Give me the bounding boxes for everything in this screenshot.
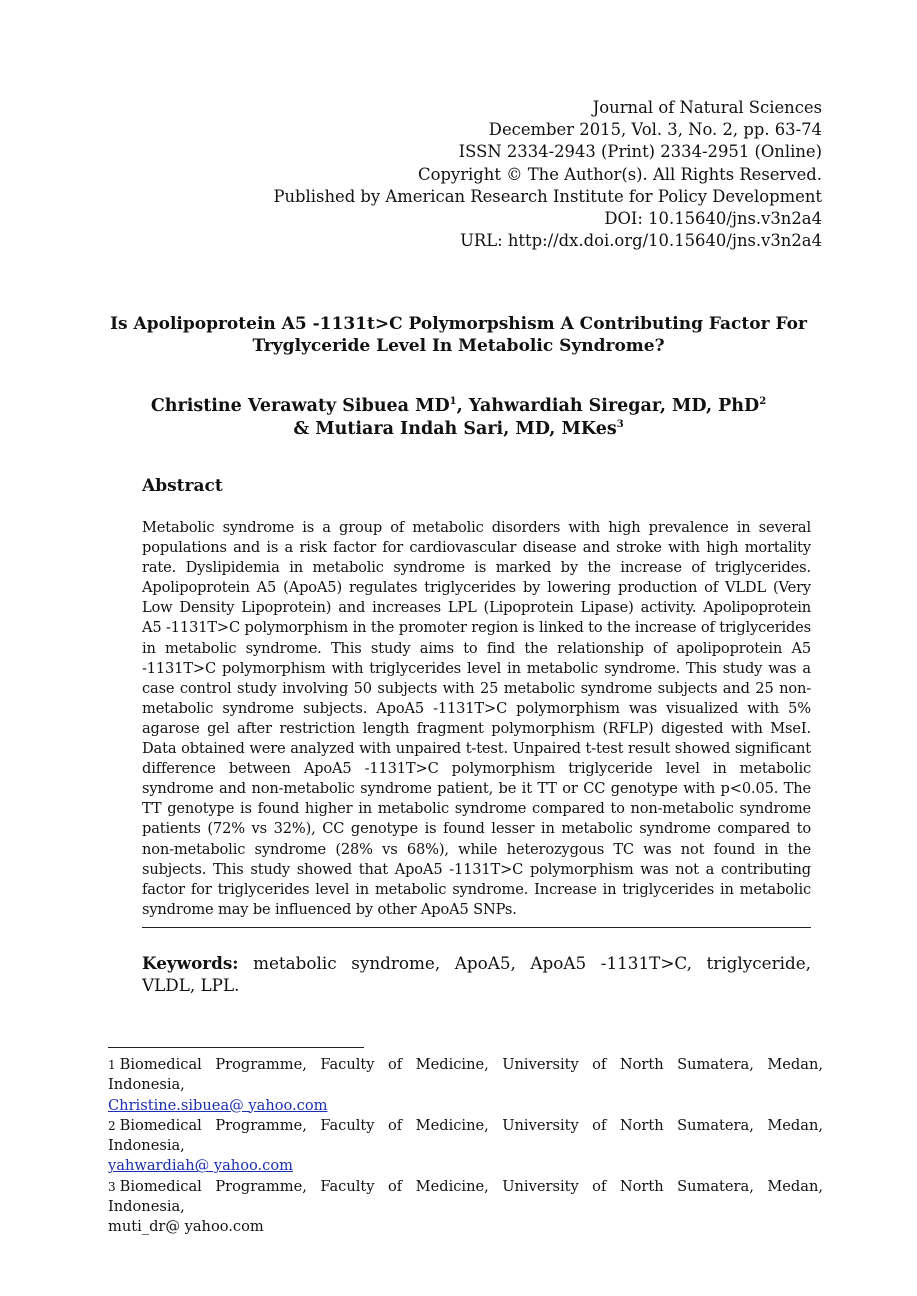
publisher-line: Published by American Research Institute for Policy Development bbox=[273, 186, 822, 206]
footnote-divider bbox=[108, 1047, 364, 1048]
author-2-affiliation-mark: 2 bbox=[759, 396, 767, 408]
footnote-1 bbox=[108, 1055, 823, 1116]
authors-line-1 bbox=[90, 395, 827, 418]
paper-title bbox=[90, 313, 827, 357]
authors-line-2 bbox=[90, 418, 827, 441]
footnote-1-number: 1 bbox=[108, 1058, 116, 1072]
author-1-name: Christine Verawaty Sibuea MD bbox=[150, 396, 450, 416]
footnote-3-email: muti_dr@ yahoo.com bbox=[108, 1218, 264, 1236]
footnote-2 bbox=[108, 1116, 823, 1177]
author-2-name: Yahwardiah Siregar, MD, PhD bbox=[468, 396, 760, 416]
abstract-text: Metabolic syndrome is a group of metabolic disorders with high prevalence in several populations and is a risk factor for cardiovascular disease and stroke with high mortality rate. Dyslipidemia in metabolic syndrome is marked by the increase of triglycerides. Apolipoprotein A5 (ApoA5) regulates triglycerides by lowering production of VLDL (Very Low Density Lipoprotein) and increases LPL (Lipoprotein Lipase) activity. Apolipoprotein A5 -1131T>C polymorphism in the promoter region is linked to the increase of triglycerides in metabolic syndrome. This study aims to find the relationship of apolipoprotein A5 -1131T>C polymorphism with triglycerides level in metabolic syndrome. This study was a case control study involving 50 subjects with 25 metabolic syndrome subjects and 25 non-metabolic syndrome subjects. ApoA5 -1131T>C polymorphism was visualized with 5% agarose gel after restriction length fragment polymorphism (RFLP) digested with MseI. Data obtained were analyzed with unpaired t-test. Unpaired t-test result showed significant difference between ApoA5 -1131T>C polymorphism triglyceride level in metabolic syndrome and non-metabolic syndrome patient, be it TT or CC genotype with p<0.05. The TT genotype is found higher in metabolic syndrome compared to non-metabolic syndrome patients (72% vs 32%), CC genotype is found lesser in metabolic syndrome compared to non-metabolic syndrome (28% vs 68%), while heterozygous TC was not found in the subjects. This study showed that ApoA5 -1131T>C polymorphism was not a contributing factor for triglycerides level in metabolic syndrome. Increase in triglycerides in metabolic syndrome may be influenced by other ApoA5 SNPs. bbox=[142, 519, 812, 918]
title-line-1: Is Apolipoprotein A5 -1131t>C Polymorpshism A Contributing Factor For bbox=[110, 314, 807, 334]
abstract-divider bbox=[142, 927, 811, 928]
author-list bbox=[90, 395, 827, 441]
author-1-affiliation-mark: 1 bbox=[449, 396, 457, 408]
copyright-line: Copyright © The Author(s). All Rights Reserved. bbox=[418, 164, 822, 184]
author-3-affiliation-mark: 3 bbox=[616, 419, 624, 431]
journal-issn: ISSN 2334-2943 (Print) 2334-2951 (Online) bbox=[458, 142, 822, 162]
footnote-3 bbox=[108, 1177, 823, 1238]
keywords-text: metabolic syndrome, ApoA5, ApoA5 -1131T>C, triglyceride, VLDL, LPL. bbox=[142, 953, 811, 995]
keywords-label: Keywords: bbox=[142, 953, 239, 973]
footnote-2-number: 2 bbox=[108, 1118, 116, 1133]
footnote-2-affiliation: Biomedical Programme, Faculty of Medicine, University of North Sumatera, Medan, Indonesia, bbox=[108, 1116, 823, 1155]
footnote-3-number: 3 bbox=[108, 1179, 116, 1194]
abstract-heading: Abstract bbox=[142, 476, 223, 496]
journal-name: Journal of Natural Sciences bbox=[592, 98, 822, 117]
footnote-2-email-link[interactable]: yahwardiah@ yahoo.com bbox=[108, 1157, 293, 1175]
author-3-name: & Mutiara Indah Sari, MD, MKes bbox=[293, 419, 617, 439]
journal-header bbox=[273, 97, 822, 252]
keywords-paragraph bbox=[142, 952, 811, 996]
doi-line: DOI: 10.15640/jns.v3n2a4 bbox=[604, 209, 822, 229]
url-line[interactable]: URL: http://dx.doi.org/10.15640/jns.v3n2a4 bbox=[460, 231, 822, 251]
title-line-2: Tryglyceride Level In Metabolic Syndrome? bbox=[252, 336, 665, 356]
footnote-3-affiliation: Biomedical Programme, Faculty of Medicine, University of North Sumatera, Medan, Indonesia, bbox=[108, 1177, 823, 1216]
footnote-1-email-link[interactable]: Christine.sibuea@ yahoo.com bbox=[108, 1096, 328, 1114]
footnotes bbox=[108, 1055, 823, 1238]
author-separator: , bbox=[456, 396, 469, 416]
footnote-1-affiliation: Biomedical Programme, Faculty of Medicine, University of North Sumatera, Medan, Indonesia, bbox=[108, 1056, 823, 1094]
journal-issue: December 2015, Vol. 3, No. 2, pp. 63-74 bbox=[488, 120, 822, 140]
